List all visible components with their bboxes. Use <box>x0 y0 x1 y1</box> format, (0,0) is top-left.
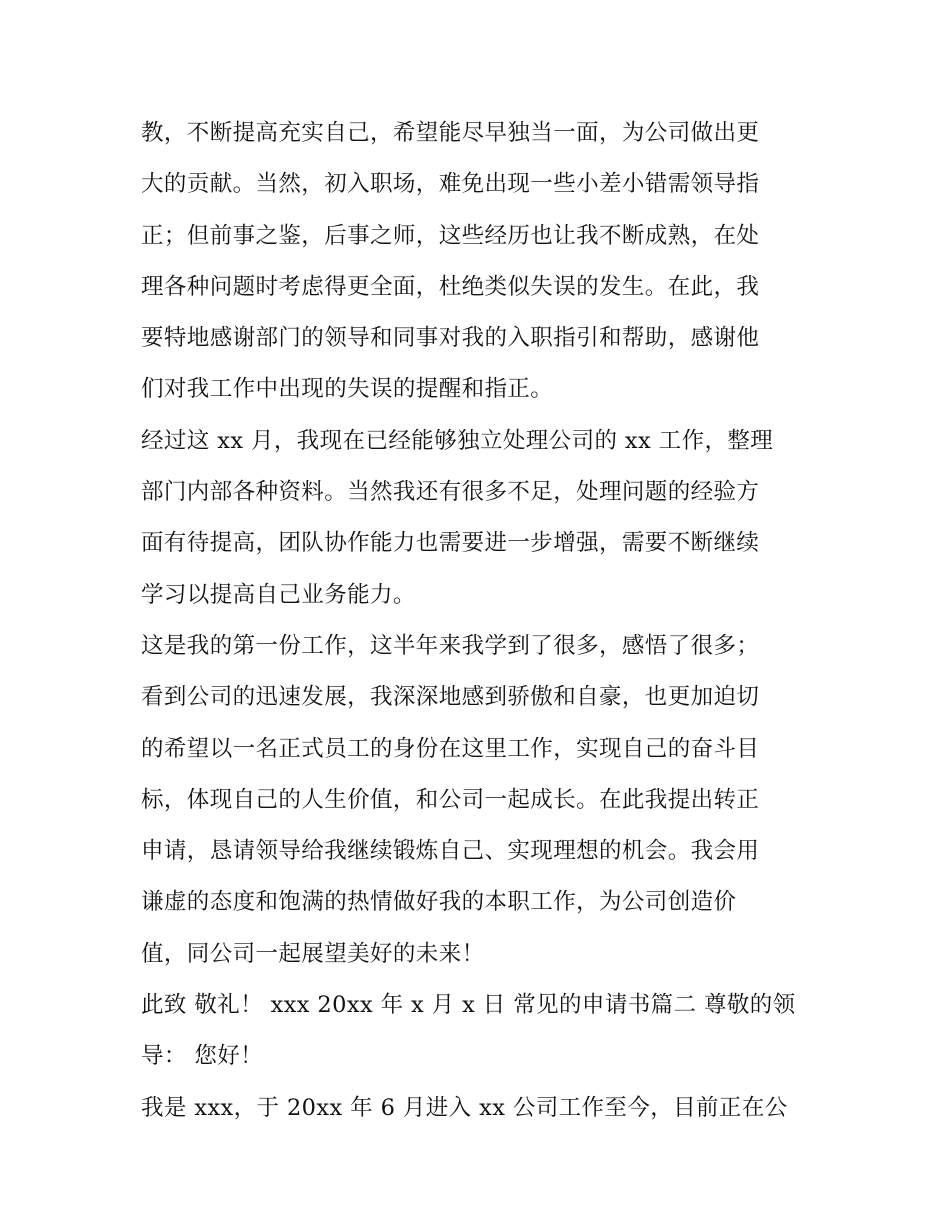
body-text <box>141 108 821 1134</box>
text-line: 申请，恳请领导给我继续锻炼自己、实现理想的机会。我会用 <box>141 838 760 865</box>
text-line: 的希望以一名正式员工的身份在这里工作，实现自己的奋斗目 <box>141 735 760 762</box>
text-line: 看到公司的迅速发展，我深深地感到骄傲和自豪，也更加迫切 <box>141 684 760 711</box>
text-line: 部门内部各种资料。当然我还有很多不足，处理问题的经验方 <box>141 479 760 506</box>
text-line: 此致 敬礼！ xxx 20xx 年 x 月 x 日 常见的申请书篇二 尊敬的领 <box>141 992 796 1019</box>
text-line: 正；但前事之鉴，后事之师，这些经历也让我不断成熟，在处 <box>141 222 760 249</box>
text-line: 要特地感谢部门的领导和同事对我的入职指引和帮助，感谢他 <box>141 325 760 352</box>
text-line: 导： 您好！ <box>141 1043 264 1070</box>
text-line: 值，同公司一起展望美好的未来！ <box>141 940 485 967</box>
text-line: 大的贡献。当然，初入职场，难免出现一些小差小错需领导指 <box>141 171 760 198</box>
text-line: 我是 xxx，于 20xx 年 6 月进入 xx 公司工作至今，目前正在公 <box>141 1094 788 1121</box>
text-line: 谦虚的态度和饱满的热情做好我的本职工作，为公司创造价 <box>141 889 737 916</box>
text-line: 这是我的第一份工作，这半年来我学到了很多，感悟了很多； <box>141 632 760 659</box>
text-line: 学习以提高自己业务能力。 <box>141 581 416 608</box>
text-line: 们对我工作中出现的失误的提醒和指正。 <box>141 376 554 403</box>
text-line: 面有待提高，团队协作能力也需要进一步增强，需要不断继续 <box>141 530 760 557</box>
text-line: 教，不断提高充实自己，希望能尽早独当一面，为公司做出更 <box>141 120 760 146</box>
text-line: 经过这 xx 月，我现在已经能够独立处理公司的 xx 工作，整理 <box>141 427 774 454</box>
text-line: 标，体现自己的人生价值，和公司一起成长。在此我提出转正 <box>141 786 760 813</box>
text-line: 理各种问题时考虑得更全面，杜绝类似失误的发生。在此，我 <box>141 273 760 300</box>
